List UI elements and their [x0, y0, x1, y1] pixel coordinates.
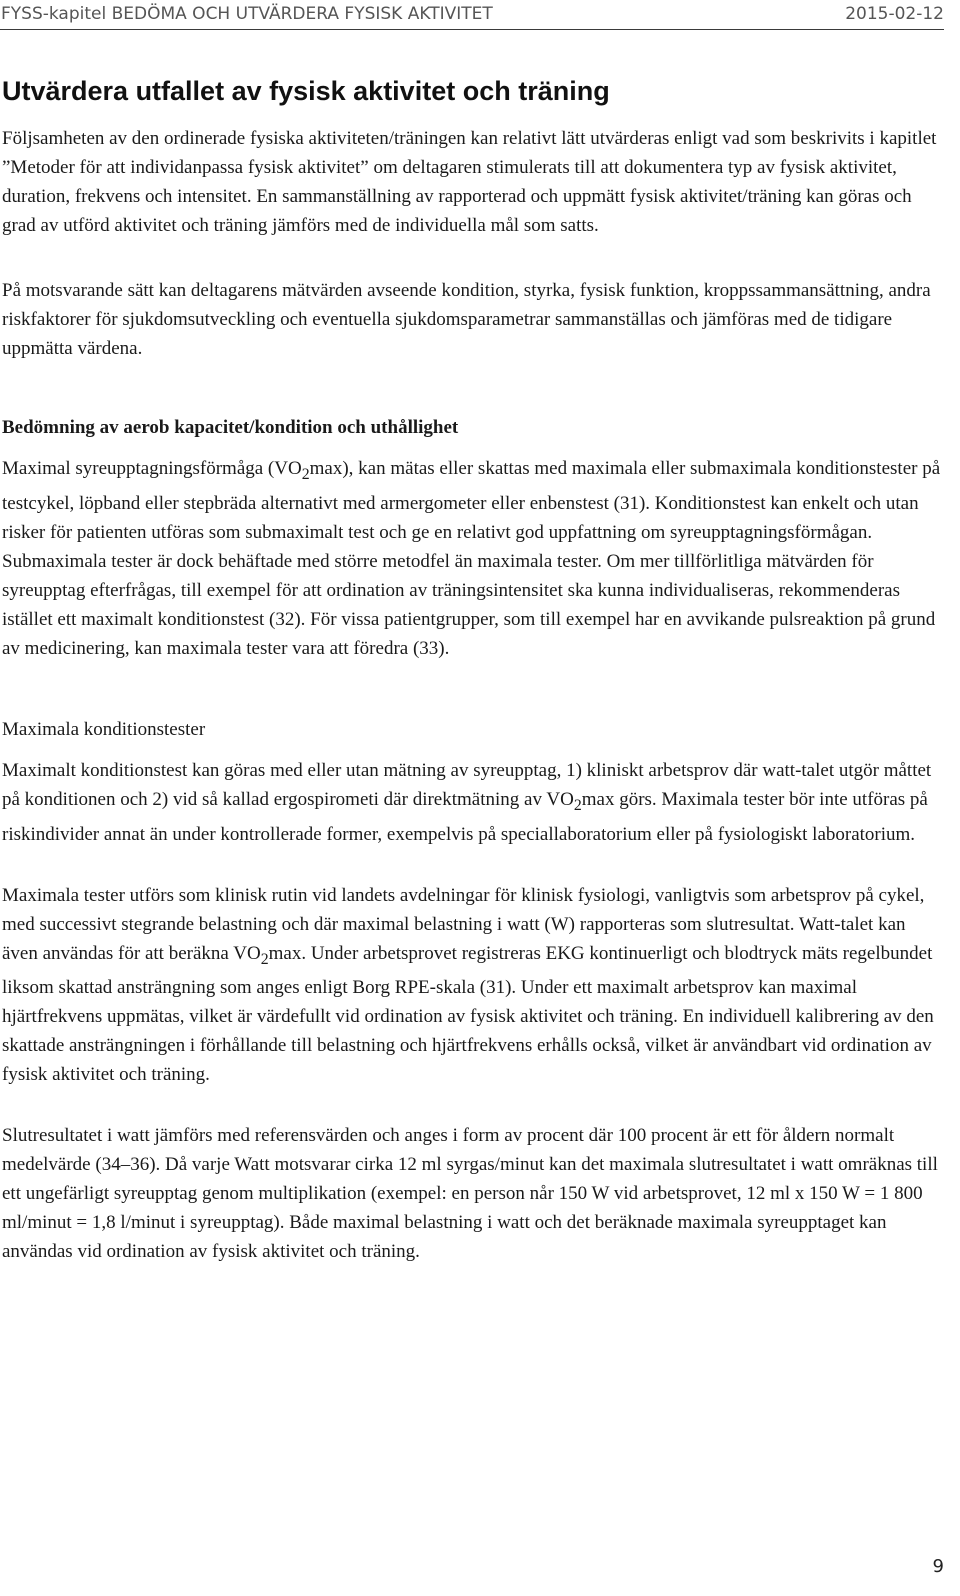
- text-run: max görs. Maximala tester bör inte utföras på riskindivider annat än under kontrollerade former, exempelvis på speciallaboratorium eller på fysiologiskt laboratorium.: [2, 788, 928, 845]
- page-number: 9: [932, 1556, 944, 1577]
- header-chapter-title: FYSS-kapitel BEDÖMA OCH UTVÄRDERA FYSISK AKTIVITET: [1, 4, 493, 24]
- subscript-2: 2: [573, 796, 582, 814]
- paragraph-aerobic-capacity: [2, 454, 944, 663]
- subscript-2: 2: [260, 950, 269, 968]
- header-date: 2015-02-12: [845, 4, 944, 24]
- subscript-2: 2: [301, 465, 310, 483]
- paragraph-follow-up: Följsamheten av den ordinerade fysiska aktiviteten/träningen kan relativt lätt utvärderas enligt vad som beskrivits i kapitlet ”Metoder för att individanpassa fysisk aktivitet” om deltagaren stimulerats till att dokumentera typ av fysisk aktivitet, duration, frekvens och intensitet. En sammanställning av rapporterad och uppmätt fysisk aktivitet/träning kan göras och grad av utförd aktivitet och träning jämförs med de individuella mål som satts.: [2, 128, 937, 236]
- text-run: Maximal syreupptagningsförmåga (VO: [2, 458, 302, 479]
- text-run: Maximalt konditionstest kan göras med eller utan mätning av syreupptag, 1) kliniskt arbetsprov där watt-talet utgör måttet på konditionen och 2) vid så kallad ergospirometi där direktmätning av VO: [2, 759, 932, 810]
- text-run: Maximala tester utförs som klinisk rutin vid landets avdelningar för klinisk fysiologi, vanligtvis som arbetsprov på cykel, med successivt stegrande belastning och där maximal belastning i watt (W) rapporteras som slutresultat. Watt-talet kan även användas för att beräkna VO: [2, 884, 925, 964]
- paragraph-final-result: Slutresultatet i watt jämförs med referensvärden och anges i form av procent där 100 procent är ett för åldern normalt medelvärde (34–36). Då varje Watt motsvarar cirka 12 ml syrgas/minut kan det maximala slutresultatet i watt omräknas till ett ungefärligt syreupptag genom multiplikation (exempel: en person når 150 W vid arbetsprovet, 12 ml x 150 W = 1 800 ml/minut = 1,8 l/minut i syreupptag). Både maximal belastning i watt och det beräknade maximala syreupptaget kan användas vid ordination av fysisk aktivitet och träning.: [2, 1125, 938, 1263]
- paragraph-clinical-routine: [2, 881, 944, 1090]
- paragraph-measurements: På motsvarande sätt kan deltagarens mätvärden avseende kondition, styrka, fysisk funktion, kroppssammansättning, andra riskfaktorer för sjukdomsutveckling och eventuella sjukdomsparametrar sammanställas och jämföras med de tidigare uppmätta värdena.: [2, 280, 931, 359]
- subsection-heading-maximal-tests: Maximala konditionstester: [2, 718, 206, 740]
- subsection-heading-aerobic: Bedömning av aerob kapacitet/kondition och uthållighet: [2, 417, 459, 438]
- page-header: [0, 3, 944, 30]
- paragraph-maximal-test: [2, 756, 944, 849]
- text-run: max), kan mätas eller skattas med maximala eller submaximala konditionstester på testcykel, löpband eller stepbräda alternativt med armergometer eller enbenstest (31). Konditionstest kan enkelt och utan risker för patienten utföras som submaximalt test och ge en relativt god uppfattning om syreupptagningsförmågan. Submaximala tester är dock behäftade med större metodfel än maximala tester. Om mer tillförlitliga mätvärden för syreupptag efterfrågas, till exempel för att ordination av träningsintensitet ska kunna individualiseras, rekommenderas istället ett maximalt konditionstest (32). För vissa patientgrupper, som till exempel har en avvikande pulsreaktion på grund av medicinering, kan maximala tester vara att föredra (33).: [2, 458, 941, 659]
- page-content: [2, 76, 944, 1300]
- text-run: max. Under arbetsprovet registreras EKG kontinuerligt och blodtryck mäts regelbundet liksom skattad ansträngning som anges enligt Borg RPE-skala (31). Under ett maximalt arbetsprov kan maximal hjärtfrekvens uppmätas, vilket är värdefullt vid ordination av fysisk aktivitet och träning. En individuell kalibrering av den skattade ansträngningen i förhållande till belastning och hjärtfrekvens erhålls också, vilket är användbart vid ordination av fysisk aktivitet och träning.: [2, 942, 934, 1086]
- section-title: Utvärdera utfallet av fysisk aktivitet och träning: [2, 76, 610, 106]
